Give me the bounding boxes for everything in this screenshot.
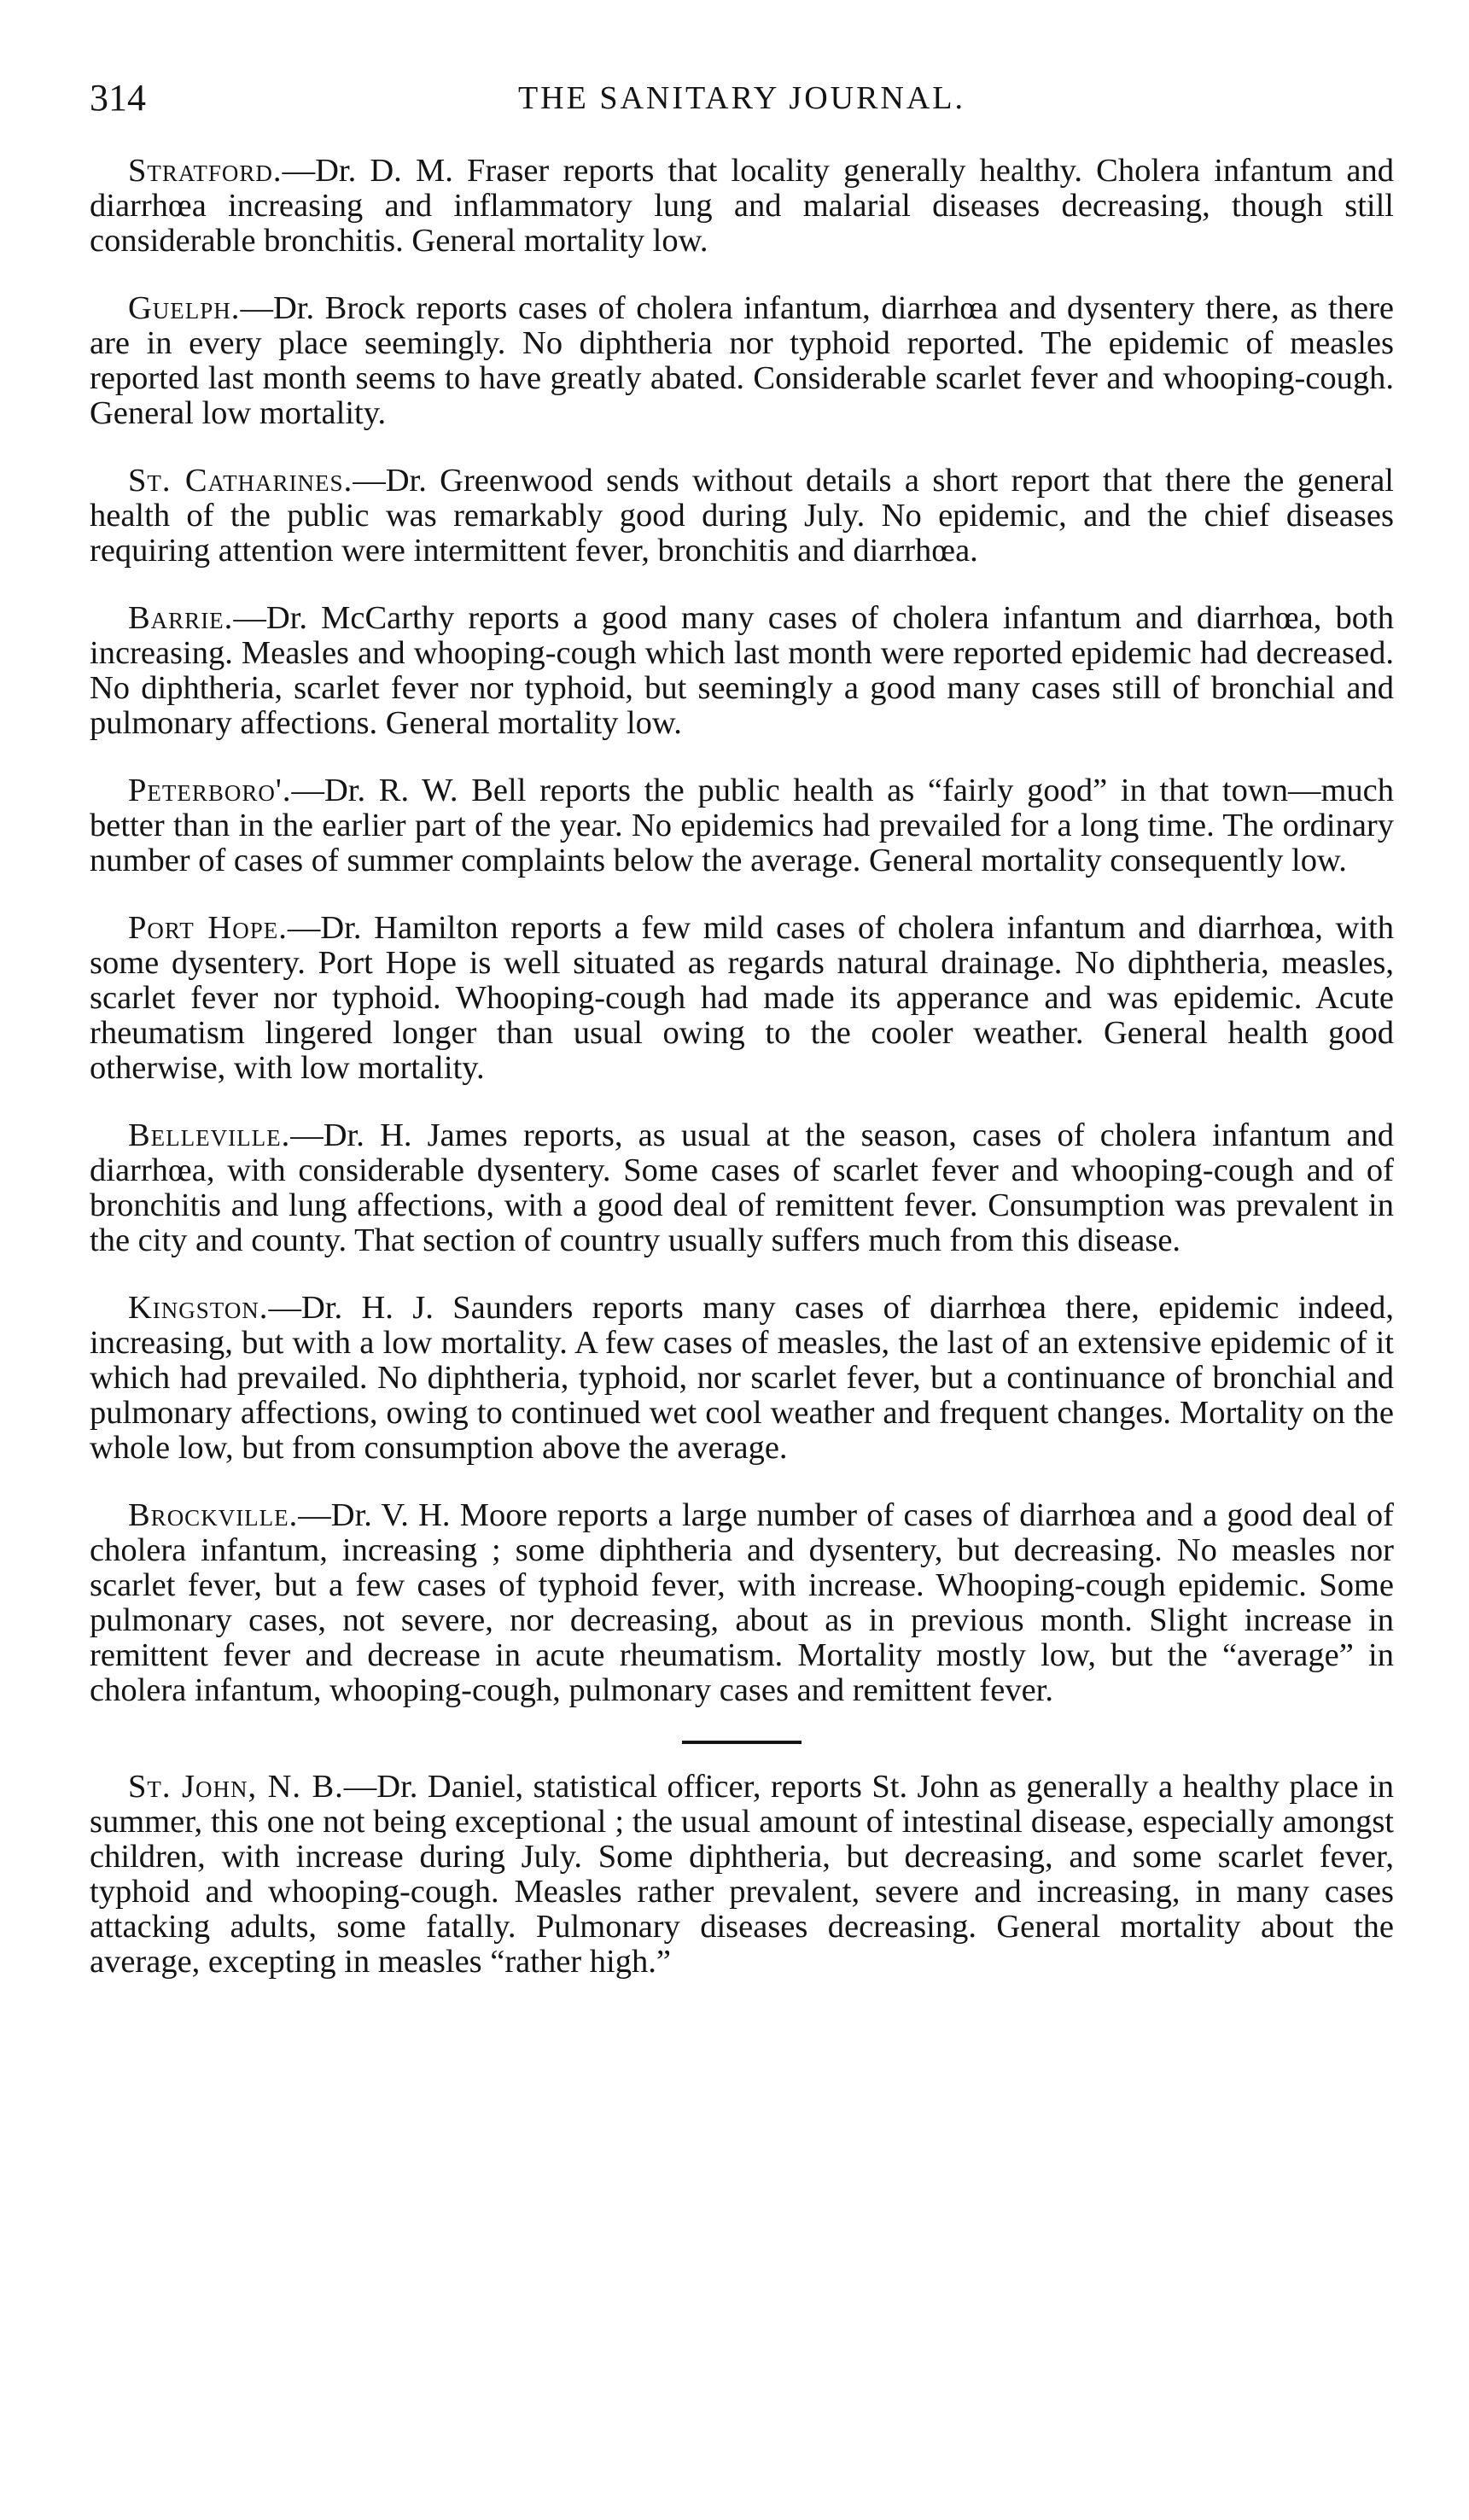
article-body (90, 154, 1394, 1980)
place-name: Belleville. (128, 1117, 291, 1153)
report-paragraph-kingston (90, 1291, 1394, 1466)
report-paragraph-stratford (90, 154, 1394, 259)
report-paragraph-peterboro (90, 773, 1394, 878)
place-name: Guelph. (128, 290, 241, 326)
running-title: THE SANITARY JOURNAL. (517, 80, 966, 116)
section-divider (682, 1741, 802, 1744)
place-name: St. Catharines. (128, 463, 353, 499)
place-name: Brockville. (128, 1497, 299, 1533)
report-paragraph-brockville (90, 1498, 1394, 1708)
report-text: —Dr. Brock reports cases of cholera infantum, diarrhœa and dysentery there, as there are in every place seemingly. No diphtheria nor typhoid reported. The epidemic of measles reported last month seems to have greatly abated. Considerable scarlet fever and whooping-cough. General low mortality. (90, 290, 1394, 431)
report-text: —Dr. H. J. Saunders reports many cases of diarrhœa there, epidemic indeed, increasing, but with a low mortality. A few cases of measles, the last of an extensive epidemic of it which had prevailed. No diphtheria, typhoid, nor scarlet fever, but a continuance of bronchial and pulmonary affections, owing to continued wet cool weather and frequent changes. Mortality on the whole low, but from consumption above the average. (90, 1290, 1394, 1466)
report-paragraph-st-catharines (90, 464, 1394, 569)
place-name: St. John, N. B. (128, 1769, 344, 1805)
place-name: Kingston. (128, 1290, 269, 1326)
report-paragraph-port-hope (90, 911, 1394, 1086)
report-text: —Dr. V. H. Moore reports a large number of cases of diarrhœa and a good deal of cholera infantum, increasing ; some diphtheria and dysentery, but decreasing. No measles nor scarlet fever, but a few cases of typhoid fever, with increase. Whooping-cough epidemic. Some pulmonary cases, not severe, nor decreasing, about as in previous month. Slight increase in remittent fever and decrease in acute rheumatism. Mortality mostly low, but the “average” in cholera infantum, whooping-cough, pulmonary cases and remittent fever. (90, 1497, 1394, 1708)
report-paragraph-st-john (90, 1770, 1394, 1980)
page-number: 314 (90, 77, 146, 119)
place-name: Stratford. (128, 153, 283, 189)
report-text: —Dr. D. M. Fraser reports that locality generally healthy. Cholera infantum and diarrhœa increasing and inflammatory lung and malarial diseases decreasing, though still considerable bronchitis. General mortality low. (90, 153, 1394, 259)
document-page (90, 68, 1394, 2012)
report-text: —Dr. McCarthy reports a good many cases of cholera infantum and diarrhœa, both increasing. Measles and whooping-cough which last month were reported epidemic had decreased. No diphtheria, scarlet fever nor typhoid, but seemingly a good many cases still of bronchial and pulmonary affections. General mortality low. (90, 600, 1394, 741)
report-text: —Dr. H. James reports, as usual at the season, cases of cholera infantum and diarrhœa, with considerable dysentery. Some cases of scarlet fever and whooping-cough and of bronchitis and lung affections, with a good deal of remittent fever. Consumption was prevalent in the city and county. That section of country usually suffers much from this disease. (90, 1117, 1394, 1258)
report-text: —Dr. R. W. Bell reports the public health as “fairly good” in that town—much better than in the earlier part of the year. No epidemics had prevailed for a long time. The ordinary number of cases of summer complaints below the average. General mortality consequently low. (90, 773, 1394, 878)
place-name: Port Hope. (128, 910, 288, 946)
report-paragraph-guelph (90, 291, 1394, 431)
page-header (90, 68, 1394, 128)
place-name: Barrie. (128, 600, 234, 636)
report-paragraph-barrie (90, 601, 1394, 741)
report-text: —Dr. Daniel, statistical officer, reports St. John as generally a healthy place in summer, this one not being exceptional ; the usual amount of intestinal disease, especially amongst children, with increase during July. Some diphtheria, but decreasing, and some scarlet fever, typhoid and whooping-cough. Measles rather prevalent, severe and increasing, in many cases attacking adults, some fatally. Pulmonary diseases decreasing. General mortality about the average, excepting in measles “rather high.” (90, 1769, 1394, 1980)
report-text: —Dr. Greenwood sends without details a short report that there the general health of the public was remarkably good during July. No epidemic, and the chief diseases requiring attention were intermittent fever, bronchitis and diarrhœa. (90, 463, 1394, 569)
report-text: —Dr. Hamilton reports a few mild cases of cholera infantum and diarrhœa, with some dysentery. Port Hope is well situated as regards natural drainage. No diphtheria, measles, scarlet fever nor typhoid. Whooping-cough had made its apperance and was epidemic. Acute rheumatism lingered longer than usual owing to the cooler weather. General health good otherwise, with low mortality. (90, 910, 1394, 1086)
place-name: Peterboro'. (128, 773, 292, 808)
report-paragraph-belleville (90, 1118, 1394, 1258)
